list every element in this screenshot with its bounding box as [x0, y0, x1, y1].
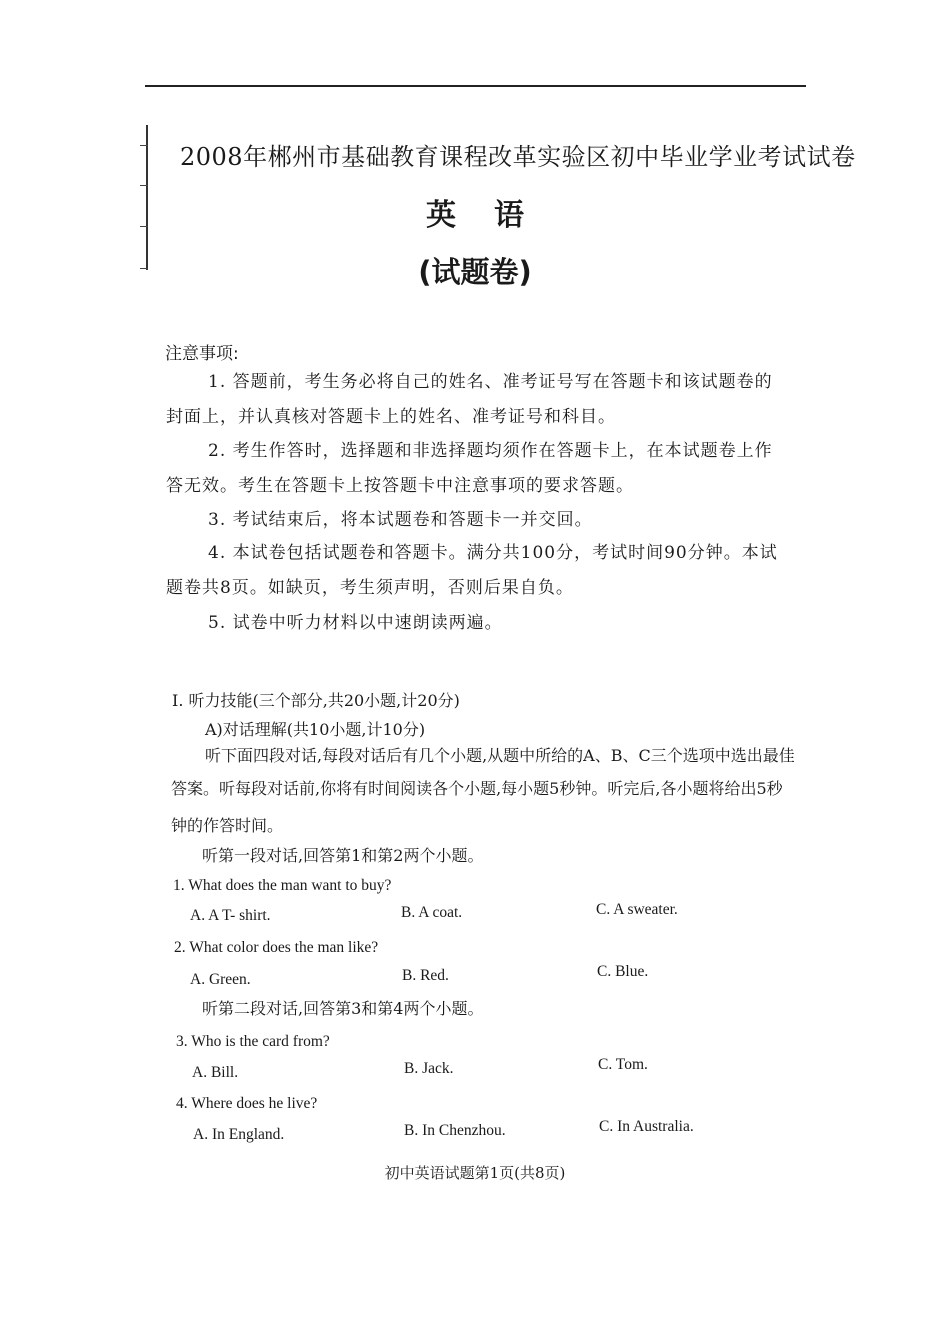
- notes-heading: 注意事项:: [165, 344, 239, 364]
- exam-title: 2008年郴州市基础教育课程改革实验区初中毕业学业考试试卷: [180, 143, 856, 171]
- note-line: 封面上，并认真核对答题卡上的姓名、准考证号和科目。: [166, 407, 616, 427]
- part-a-title: A)对话理解(共10小题,计10分): [205, 720, 426, 739]
- top-rule: [145, 85, 806, 87]
- option-a: A. Green.: [190, 971, 251, 988]
- note-line: 5. 试卷中听力材料以中速朗读两遍。: [208, 613, 503, 633]
- option-a: A. A T- shirt.: [190, 907, 271, 924]
- instruction-line: 答案。听每段对话前,你将有时间阅读各个小题,每小题5秒钟。听完后,各小题将给出5秒: [171, 779, 783, 798]
- note-line: 3. 考试结束后，将本试题卷和答题卡一并交回。: [208, 510, 593, 530]
- option-c: C. In Australia.: [599, 1118, 694, 1135]
- dialogue-instruction: 听第二段对话,回答第3和第4两个小题。: [202, 999, 484, 1018]
- instruction-line: 钟的作答时间。: [171, 816, 284, 835]
- note-line: 2. 考生作答时，选择题和非选择题均须作在答题卡上，在本试题卷上作: [208, 441, 773, 461]
- option-b: B. In Chenzhou.: [404, 1122, 506, 1139]
- page-footer: 初中英语试题第1页(共8页): [384, 1164, 566, 1182]
- dialogue-instruction: 听第一段对话,回答第1和第2两个小题。: [202, 846, 484, 865]
- option-b: B. Red.: [402, 967, 449, 984]
- option-b: B. Jack.: [404, 1060, 454, 1077]
- section-title: Ⅰ. 听力技能(三个部分,共20小题,计20分): [172, 691, 460, 710]
- binding-tick: [140, 185, 148, 186]
- subject-title: 英语: [426, 198, 562, 233]
- instruction-line: 听下面四段对话,每段对话后有几个小题,从题中所给的A、B、C三个选项中选出最佳: [205, 746, 795, 765]
- option-a: A. Bill.: [192, 1064, 239, 1081]
- note-line: 4. 本试卷包括试题卷和答题卡。满分共100分，考试时间90分钟。本试: [208, 543, 778, 563]
- note-line: 答无效。考生在答题卡上按答题卡中注意事项的要求答题。: [166, 476, 634, 496]
- question-stem: 2. What color does the man like?: [174, 939, 379, 956]
- note-line: 题卷共8页。如缺页，考生须声明，否则后果自负。: [166, 578, 574, 598]
- option-c: C. Blue.: [597, 963, 649, 980]
- binding-tick: [140, 145, 148, 146]
- question-stem: 1. What does the man want to buy?: [173, 877, 392, 894]
- option-b: B. A coat.: [401, 904, 463, 921]
- question-stem: 3. Who is the card from?: [176, 1033, 330, 1050]
- option-c: C. Tom.: [598, 1056, 648, 1073]
- note-line: 1. 答题前，考生务必将自己的姓名、准考证号写在答题卡和该试题卷的: [208, 372, 773, 392]
- paper-type: (试题卷): [418, 255, 532, 289]
- option-a: A. In England.: [193, 1126, 285, 1143]
- question-stem: 4. Where does he live?: [176, 1095, 318, 1112]
- option-c: C. A sweater.: [596, 901, 678, 918]
